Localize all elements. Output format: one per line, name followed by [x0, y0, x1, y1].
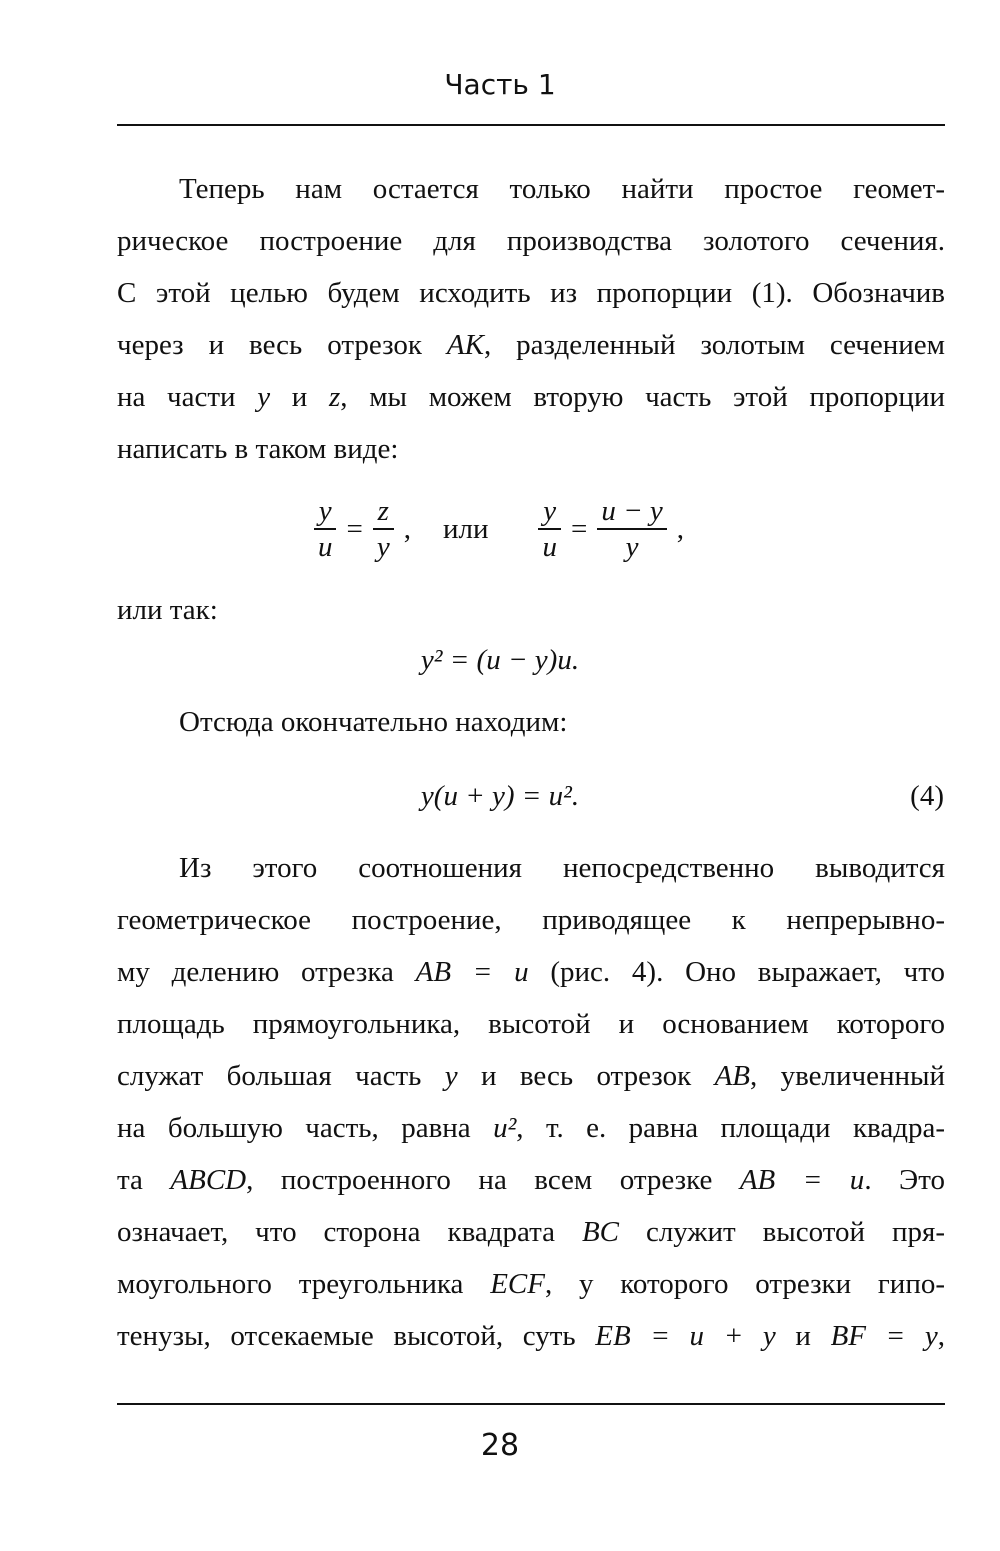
text-line: означает, что сторона квадрата BC служит высотой пря- — [117, 1216, 946, 1248]
math-inline: BC — [581, 1216, 620, 1248]
text-line: на части y и z, мы можем вторую часть этой пропорции — [117, 381, 945, 413]
text-line: тенузы, отсекаемые высотой, суть EB = u + y и BF = y, — [117, 1320, 945, 1352]
equation-3: y(u + y) = u². — [420, 780, 580, 812]
math-inline: BF = y — [830, 1320, 938, 1352]
text-line: му делению отрезка AB = u (рис. 4). Оно выражает, что — [117, 956, 945, 988]
math-inline: AB = u — [739, 1164, 865, 1196]
fraction: $\frac{y}{u}$ — [538, 494, 561, 564]
text-line: моугольного треугольника ECF, у которого отрезки гипо- — [117, 1268, 945, 1300]
math-inline: AK — [446, 329, 484, 361]
math-inline: AB = u — [415, 956, 529, 988]
fraction: $\frac{y}{u}$ — [314, 494, 337, 564]
paragraph-2 — [117, 842, 945, 1362]
math-inline: AB — [714, 1060, 750, 1092]
text-line: на большую часть, равна u², т. е. равна площади квадра- — [117, 1112, 946, 1144]
text-line: служат большая часть y и весь отрезок AB, увеличенный — [117, 1060, 946, 1092]
equation-conjunction: или — [442, 512, 489, 545]
text-line: Из этого соотношения непосредственно выводится — [179, 852, 945, 884]
math-inline: ECF — [490, 1268, 545, 1300]
fraction: $\frac{z}{y}$ — [373, 494, 394, 564]
equation-number: (4) — [910, 780, 944, 812]
footer-rule — [117, 1403, 945, 1405]
math-inline: ABCD — [170, 1164, 247, 1196]
header-rule — [117, 124, 945, 126]
math-inline: y — [444, 1060, 458, 1092]
text-line: С этой целью будем исходить из пропорции (1). Обозначив — [117, 277, 945, 309]
math-inline: EB = u + y — [595, 1320, 776, 1352]
fraction: $\frac{u - y}{y}$ — [597, 494, 666, 564]
math-inline: z — [328, 381, 341, 413]
text-line: Теперь нам остается только найти простое геомет- — [179, 173, 945, 205]
equation-1: $\frac{y}{u}$ = $\frac{z}{y}$ , или $\frac{y}{u}$ = $\frac{u - y}{y}$ , — [0, 494, 1000, 564]
text-ili-tak: или так: — [117, 594, 218, 626]
text-line: геометрическое построение, приводящее к непрерывно- — [117, 904, 945, 936]
text-line: через и весь отрезок AK, разделенный золотым сечением — [117, 329, 945, 361]
text-line: написать в таком виде: — [117, 433, 399, 465]
paragraph-1 — [117, 163, 945, 475]
math-inline: y — [257, 381, 271, 413]
page-number: 28 — [480, 1428, 520, 1463]
text-line: площадь прямоугольника, высотой и основанием которого — [117, 1008, 945, 1040]
text-line: та ABCD, построенного на всем отрезке AB = u. Это — [117, 1164, 945, 1196]
running-head: Часть 1 — [444, 68, 556, 101]
math-inline: u² — [493, 1112, 517, 1144]
text-otsyuda: Отсюда окончательно находим: — [179, 706, 568, 738]
equation-2: y² = (u − y)u. — [420, 644, 580, 676]
text-line: рическое построение для производства золотого сечения. — [117, 225, 945, 257]
